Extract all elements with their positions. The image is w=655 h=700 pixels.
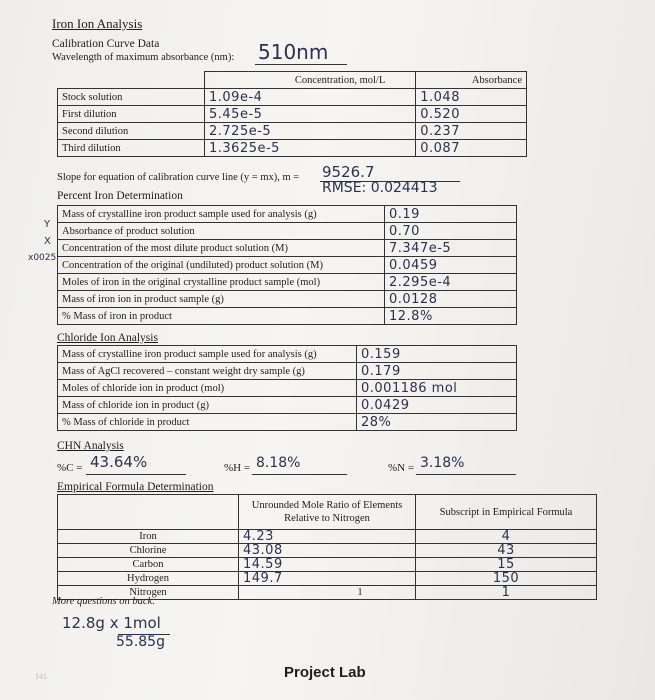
scratch-work-numerator: 12.8g x 1mol [62, 614, 161, 632]
table-row [58, 89, 527, 106]
table-row [58, 414, 517, 431]
nitrogen-underline [416, 474, 516, 475]
table-row [58, 274, 517, 291]
margin-note: x0025 [28, 253, 57, 263]
margin-x-mark: X [44, 236, 51, 247]
nitrogen-value: 3.18% [420, 455, 465, 471]
carbon-label: %C = [57, 462, 83, 474]
table-row [58, 223, 517, 240]
table-row [58, 106, 527, 123]
hydrogen-value: 8.18% [256, 455, 301, 471]
hydrogen-underline [252, 474, 347, 475]
row-label: Stock solution [58, 89, 205, 106]
ratio-value: 14.59 [239, 558, 416, 572]
subscript-header: Subscript in Empirical Formula [416, 495, 597, 530]
table-row [58, 530, 597, 544]
row-label: Mass of AgCl recovered – constant weight dry sample (g) [58, 363, 357, 380]
ratio-value: 149.7 [239, 572, 416, 586]
table-row [58, 544, 597, 558]
carbon-value: 43.64% [90, 453, 148, 471]
row-label: Mass of chloride ion in product (g) [58, 397, 357, 414]
wavelength-value: 510nm [258, 40, 329, 64]
absorbance-value: 0.520 [416, 106, 527, 123]
row-label: Mass of crystalline iron product sample used for analysis (g) [58, 346, 357, 363]
row-value: 0.179 [357, 363, 517, 380]
footer-title: Project Lab [284, 664, 366, 681]
row-label: % Mass of chloride in product [58, 414, 357, 431]
percent-iron-heading: Percent Iron Determination [57, 190, 183, 202]
nitrogen-label: %N = [388, 462, 415, 474]
empirical-heading: Empirical Formula Determination [57, 481, 214, 493]
table-row [58, 363, 517, 380]
table-row [58, 558, 597, 572]
subscript-value: 15 [416, 558, 597, 572]
row-label: Mass of iron ion in product sample (g) [58, 291, 385, 308]
absorbance-value: 1.048 [416, 89, 527, 106]
table-row [58, 308, 517, 325]
calibration-heading: Calibration Curve Data [52, 38, 160, 50]
row-value: 0.159 [357, 346, 517, 363]
absorbance-header: Absorbance [416, 72, 527, 89]
subscript-value: 150 [416, 572, 597, 586]
table-row [58, 140, 527, 157]
element-label: Iron [58, 530, 239, 544]
chloride-heading: Chloride Ion Analysis [57, 332, 158, 344]
margin-y-mark: Y [44, 219, 51, 230]
chloride-table [57, 345, 517, 431]
empty-header-cell [58, 72, 205, 89]
ratio-value: 1 [239, 586, 416, 600]
scratch-work-denominator: 55.85g [116, 634, 165, 650]
calibration-table [57, 71, 527, 157]
table-header-row [58, 72, 527, 89]
row-label: Second dilution [58, 123, 205, 140]
carbon-underline [86, 474, 186, 475]
absorbance-value: 0.087 [416, 140, 527, 157]
row-value: 0.001186 mol [357, 380, 517, 397]
row-value: 2.295e-4 [385, 274, 517, 291]
concentration-value: 5.45e-5 [205, 106, 416, 123]
hydrogen-label: %H = [224, 462, 251, 474]
rmse-value: RMSE: 0.024413 [322, 180, 438, 196]
subscript-value: 4 [416, 530, 597, 544]
ratio-header: Unrounded Mole Ratio of Elements Relative to Nitrogen [239, 495, 416, 530]
row-label: Third dilution [58, 140, 205, 157]
slope-label: Slope for equation of calibration curve line (y = mx), m = [57, 172, 300, 183]
table-row [58, 291, 517, 308]
element-label: Nitrogen [58, 586, 239, 600]
chn-heading: CHN Analysis [57, 440, 124, 452]
page-number: 141 [35, 672, 47, 681]
row-value: 28% [357, 414, 517, 431]
row-label: % Mass of iron in product [58, 308, 385, 325]
row-value: 0.19 [385, 206, 517, 223]
element-label: Chlorine [58, 544, 239, 558]
element-label: Hydrogen [58, 572, 239, 586]
table-header-row [58, 495, 597, 530]
table-row [58, 257, 517, 274]
wavelength-underline [255, 64, 347, 65]
element-label: Carbon [58, 558, 239, 572]
ratio-value: 4.23 [239, 530, 416, 544]
subscript-value: 1 [416, 586, 597, 600]
row-value: 0.0429 [357, 397, 517, 414]
concentration-value: 1.09e-4 [205, 89, 416, 106]
row-value: 0.0459 [385, 257, 517, 274]
row-label: First dilution [58, 106, 205, 123]
concentration-value: 1.3625e-5 [205, 140, 416, 157]
subscript-value: 43 [416, 544, 597, 558]
table-row [58, 240, 517, 257]
table-row [58, 380, 517, 397]
concentration-value: 2.725e-5 [205, 123, 416, 140]
table-row [58, 572, 597, 586]
row-label: Moles of iron in the original crystalline product sample (mol) [58, 274, 385, 291]
page-title: Iron Ion Analysis [52, 16, 143, 31]
row-value: 7.347e-5 [385, 240, 517, 257]
row-value: 12.8% [385, 308, 517, 325]
ratio-value: 43.08 [239, 544, 416, 558]
footer-note: More questions on back. [52, 596, 155, 607]
row-value: 0.70 [385, 223, 517, 240]
percent-iron-table [57, 205, 517, 325]
table-row [58, 123, 527, 140]
absorbance-value: 0.237 [416, 123, 527, 140]
row-label: Concentration of the most dilute product solution (M) [58, 240, 385, 257]
empirical-table [57, 494, 597, 600]
concentration-header: Concentration, mol/L [205, 72, 416, 89]
row-label: Concentration of the original (undiluted) product solution (M) [58, 257, 385, 274]
row-label: Mass of crystalline iron product sample used for analysis (g) [58, 206, 385, 223]
row-label: Moles of chloride ion in product (mol) [58, 380, 357, 397]
wavelength-label: Wavelength of maximum absorbance (nm): [52, 52, 235, 63]
row-label: Absorbance of product solution [58, 223, 385, 240]
table-row [58, 346, 517, 363]
table-row [58, 206, 517, 223]
table-row [58, 397, 517, 414]
empty-header-cell [58, 495, 239, 530]
row-value: 0.0128 [385, 291, 517, 308]
slope-value: 9526.7 [322, 163, 375, 181]
